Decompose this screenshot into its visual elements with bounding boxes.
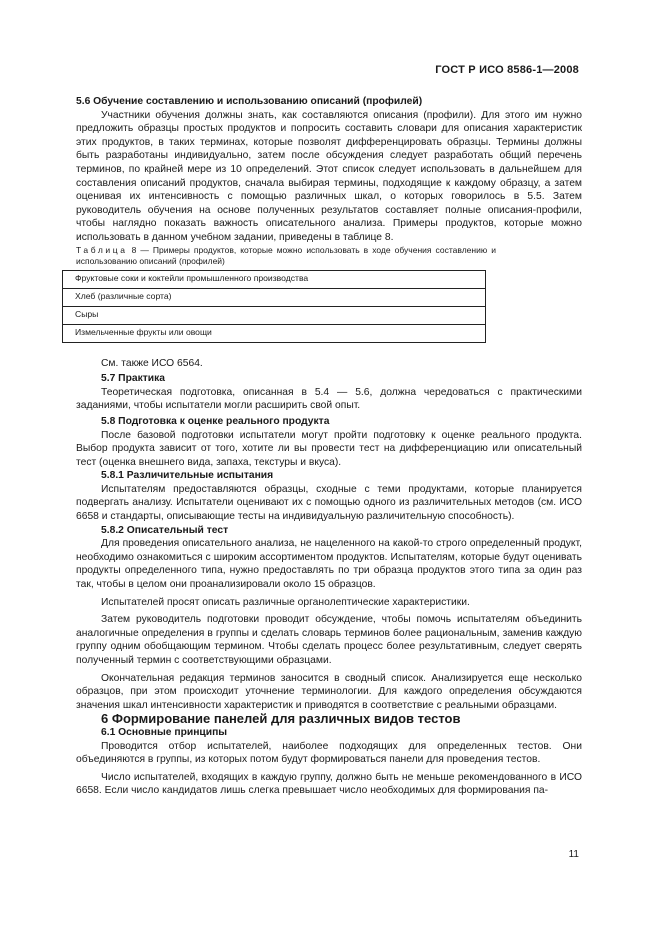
section-5-8-2-paragraph-2: Испытателей просят описать различные органолептические характеристики. [101, 596, 470, 608]
standard-header: ГОСТ Р ИСО 8586-1—2008 [435, 64, 579, 76]
section-5-8-1-paragraph: Испытателям предоставляются образцы, сходные с теми продуктами, которые планируется подвергать анализу. Испытатели оценивают их с помощью одного из различительных методов (см. ИСО 6658 и стандарты, описывающие тесты на индивидуальную различительную способность). [76, 483, 582, 523]
section-5-8-paragraph: После базовой подготовки испытатели могут пройти подготовку к оценке реального продукта. Выбор продукта зависит от того, хотите ли вы провести тест на дифференциацию или описательный тест (оценка внешнего вида, запаха, текстуры и вкуса). [76, 429, 582, 468]
table-cell: Сыры [63, 306, 486, 324]
section-6-1-paragraph-2: Число испытателей, входящих в каждую группу, должно быть не меньше рекомендованного в ИСО 6658. Если число кандидатов лишь слегка превышает число необходимых для формирования па- [76, 771, 582, 797]
table-row [63, 288, 486, 306]
table-cell: Измельченные фрукты или овощи [63, 324, 486, 342]
section-5-8-2-paragraph-3: Затем руководитель подготовки проводит обсуждение, чтобы помочь испытателям объединить аналогичные определения в группы и сделать словарь терминов более рациональным, заменив каждую группу одним обобщающим термином. Чтобы сделать процесс более результативным, следует сверять полученный термин с соответствующими образцами. [76, 614, 582, 666]
table-8-caption [76, 245, 496, 267]
section-6-title: 6 Формирование панелей для различных видов тестов [101, 711, 461, 727]
table-row [63, 324, 486, 342]
table-row [63, 270, 486, 288]
section-6-1-title: 6.1 Основные принципы [101, 726, 228, 738]
table-cell: Фруктовые соки и коктейли промышленного производства [63, 270, 486, 288]
section-5-6-paragraph: Участники обучения должны знать, как составляются описания (профили). Для этого им нужно предложить образцы простых продуктов и попросить составить словари для описания характеристик этих продуктов, в таких терминах, которые позволят дифференцировать образцы. Термины должны быть разработаны индивидуально, затем после обсуждения следует разработать общий перечень терминов, по крайней мере из 10 определений. Этот список следует использовать в дальнейшем для составления описаний продуктов, сначала выбирая термины, подходящие к каждому образцу, а затем оценивая их интенсивность с помощью различных шкал, о которых говорилось в 5.5. Затем руководитель обучения на основе полученных результатов составляет полные описания-профили, чтобы наглядно показать важность описательного анализа. Примеры продуктов, которые можно использовать в данном учебном задании, приведены в таблице 8. [76, 109, 582, 243]
table-8-caption-text: 8 — Примеры продуктов, которые можно использовать в ходе обучения составлению и использованию описаний (профилей) [76, 244, 496, 266]
section-6-1-paragraph-1: Проводится отбор испытателей, наиболее подходящих для определенных тестов. Они объединяются в группы, из которых потом будут формироваться панели для проведения тестов. [76, 740, 582, 766]
table-8 [62, 270, 486, 343]
table-row [63, 306, 486, 324]
section-5-8-2-title: 5.8.2 Описательный тест [101, 524, 229, 536]
section-5-8-title: 5.8 Подготовка к оценке реального продукта [101, 415, 330, 427]
see-also-note: См. также ИСО 6564. [101, 357, 203, 369]
section-5-8-1-title: 5.8.1 Различительные испытания [101, 470, 274, 482]
section-5-6-title: 5.6 Обучение составлению и использованию описаний (профилей) [76, 96, 423, 107]
section-5-8-2-paragraph-1: Для проведения описательного анализа, не нацеленного на какой-то строго определенный продукт, необходимо ознакомиться с широким ассортиментом продуктов. Испытателям, которые будут оценивать продукты определенного типа, нужно предоставлять по три образца продуктов этого типа за один раз так, чтобы в целом они проанализировали около 15 образцов. [76, 538, 582, 591]
document-body [76, 95, 582, 798]
section-5-8-2-paragraph-4: Окончательная редакция терминов заносится в сводный список. Анализируется еще несколько образцов, при этом происходит уточнение терминологии. Для каждого определения обсуждаются значения шкал интенсивности характеристик и приводятся в соответствие с реальными образцами. [76, 672, 582, 711]
section-5-7-title: 5.7 Практика [101, 373, 165, 385]
page-number: 11 [568, 849, 579, 860]
table-cell: Хлеб (различные сорта) [63, 288, 486, 306]
section-5-7-paragraph: Теоретическая подготовка, описанная в 5.4 — 5.6, должна чередоваться с практическими заданиями, чтобы испытатели могли расширить свой опыт. [76, 386, 582, 412]
table-8-caption-label: Таблица [76, 244, 128, 255]
